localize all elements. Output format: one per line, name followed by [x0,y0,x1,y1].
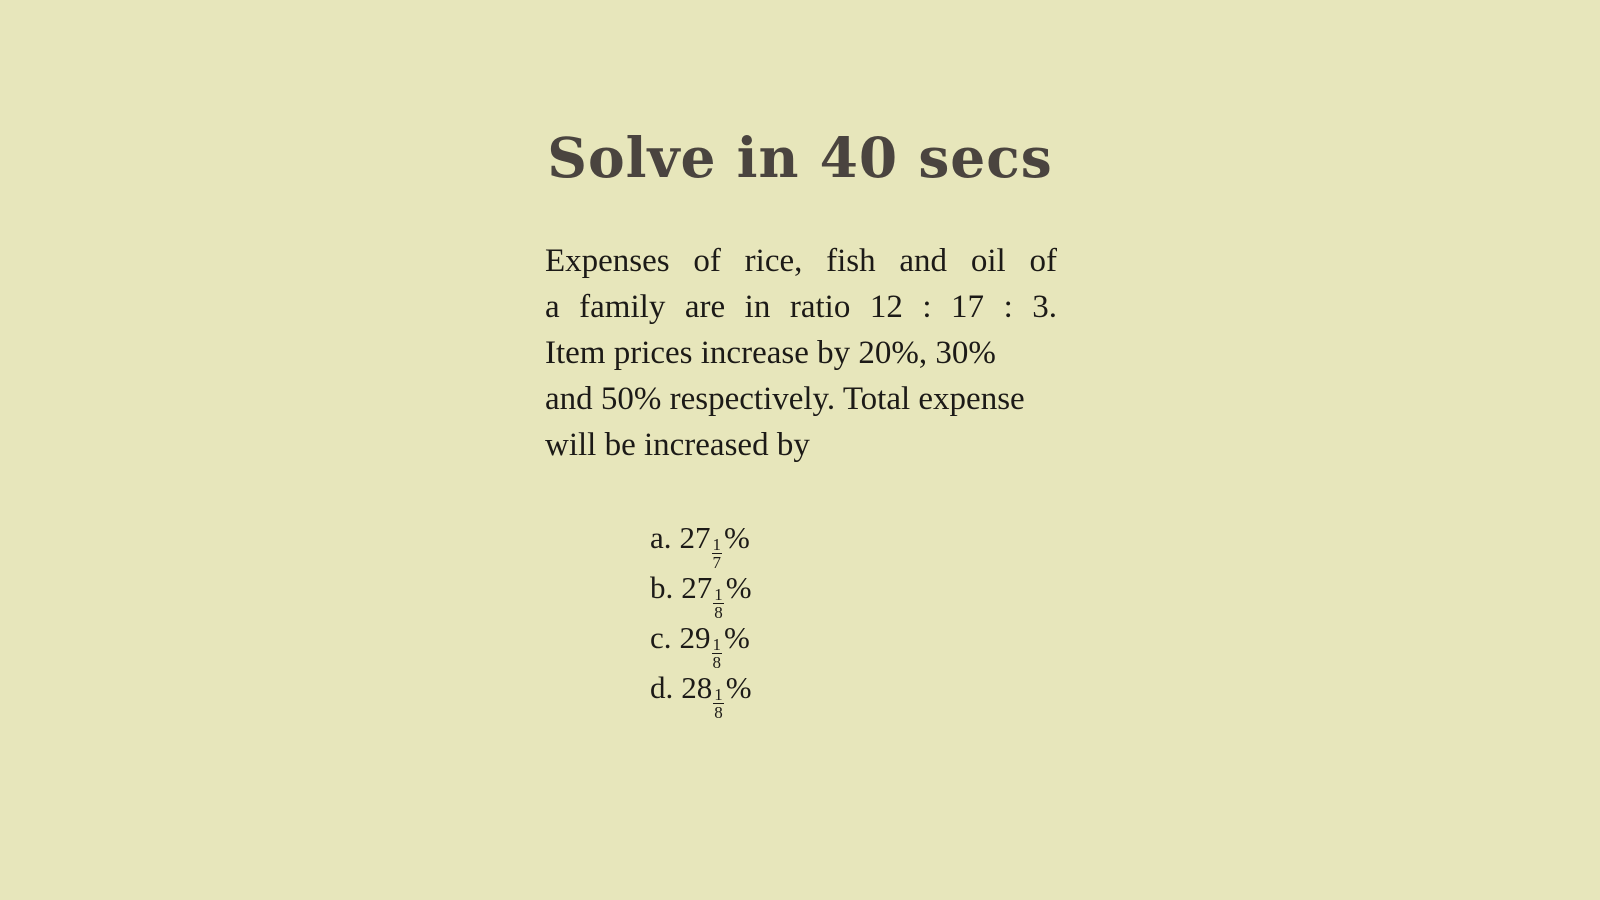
fraction-numerator: 1 [714,685,723,704]
question-word: of [693,243,721,279]
option-label: a. [650,520,672,555]
option-fraction [712,636,723,672]
question-word: 12 [869,289,903,325]
question-word: oil [970,243,1006,279]
question-word: ratio [789,289,851,325]
question-word: 17 [951,289,985,325]
option-unit: % [725,670,752,705]
question-word: Expenses [545,243,670,279]
fraction-denominator: 8 [714,603,723,623]
answer-options-list [650,513,752,723]
question-text [545,238,1105,468]
option-whole-number: 27 [679,520,711,555]
option-unit: % [724,620,750,655]
option-whole-number: 28 [681,670,713,705]
question-line-4: and 50% respectively. Total expense [545,381,1025,417]
option-label: c. [650,620,672,655]
option-fraction [713,586,724,622]
answer-option-b[interactable] [650,563,752,623]
question-word: 3. [1032,289,1057,325]
option-fraction [713,686,724,722]
option-whole-number: 29 [679,620,711,655]
answer-option-d[interactable] [650,663,752,723]
option-label: d. [650,670,674,705]
fraction-numerator: 1 [712,535,722,554]
question-word: a [545,289,560,325]
question-line-3: Item prices increase by 20%, 30% [545,335,996,371]
question-line-2 [545,284,1057,330]
fraction-denominator: 7 [712,553,722,573]
question-line-1 [545,238,1057,284]
option-label: b. [650,570,674,605]
question-word: : [1003,289,1013,325]
fraction-numerator: 1 [714,585,723,604]
answer-option-a[interactable] [650,513,752,573]
fraction-numerator: 1 [712,635,722,654]
page-title: Solve in 40 secs [547,125,1053,190]
fraction-denominator: 8 [714,703,723,723]
question-word: and [899,243,948,279]
fraction-denominator: 8 [712,653,722,673]
question-word: fish [826,243,876,279]
question-word: in [744,289,771,325]
option-fraction [712,536,723,572]
question-word: : [922,289,932,325]
question-word: are [684,289,726,325]
question-word: of [1029,243,1057,279]
option-unit: % [724,520,750,555]
question-word: rice, [744,243,803,279]
question-line-5: will be increased by [545,427,810,463]
answer-option-c[interactable] [650,613,752,673]
option-whole-number: 27 [681,570,713,605]
question-word: family [579,289,666,325]
option-unit: % [725,570,752,605]
